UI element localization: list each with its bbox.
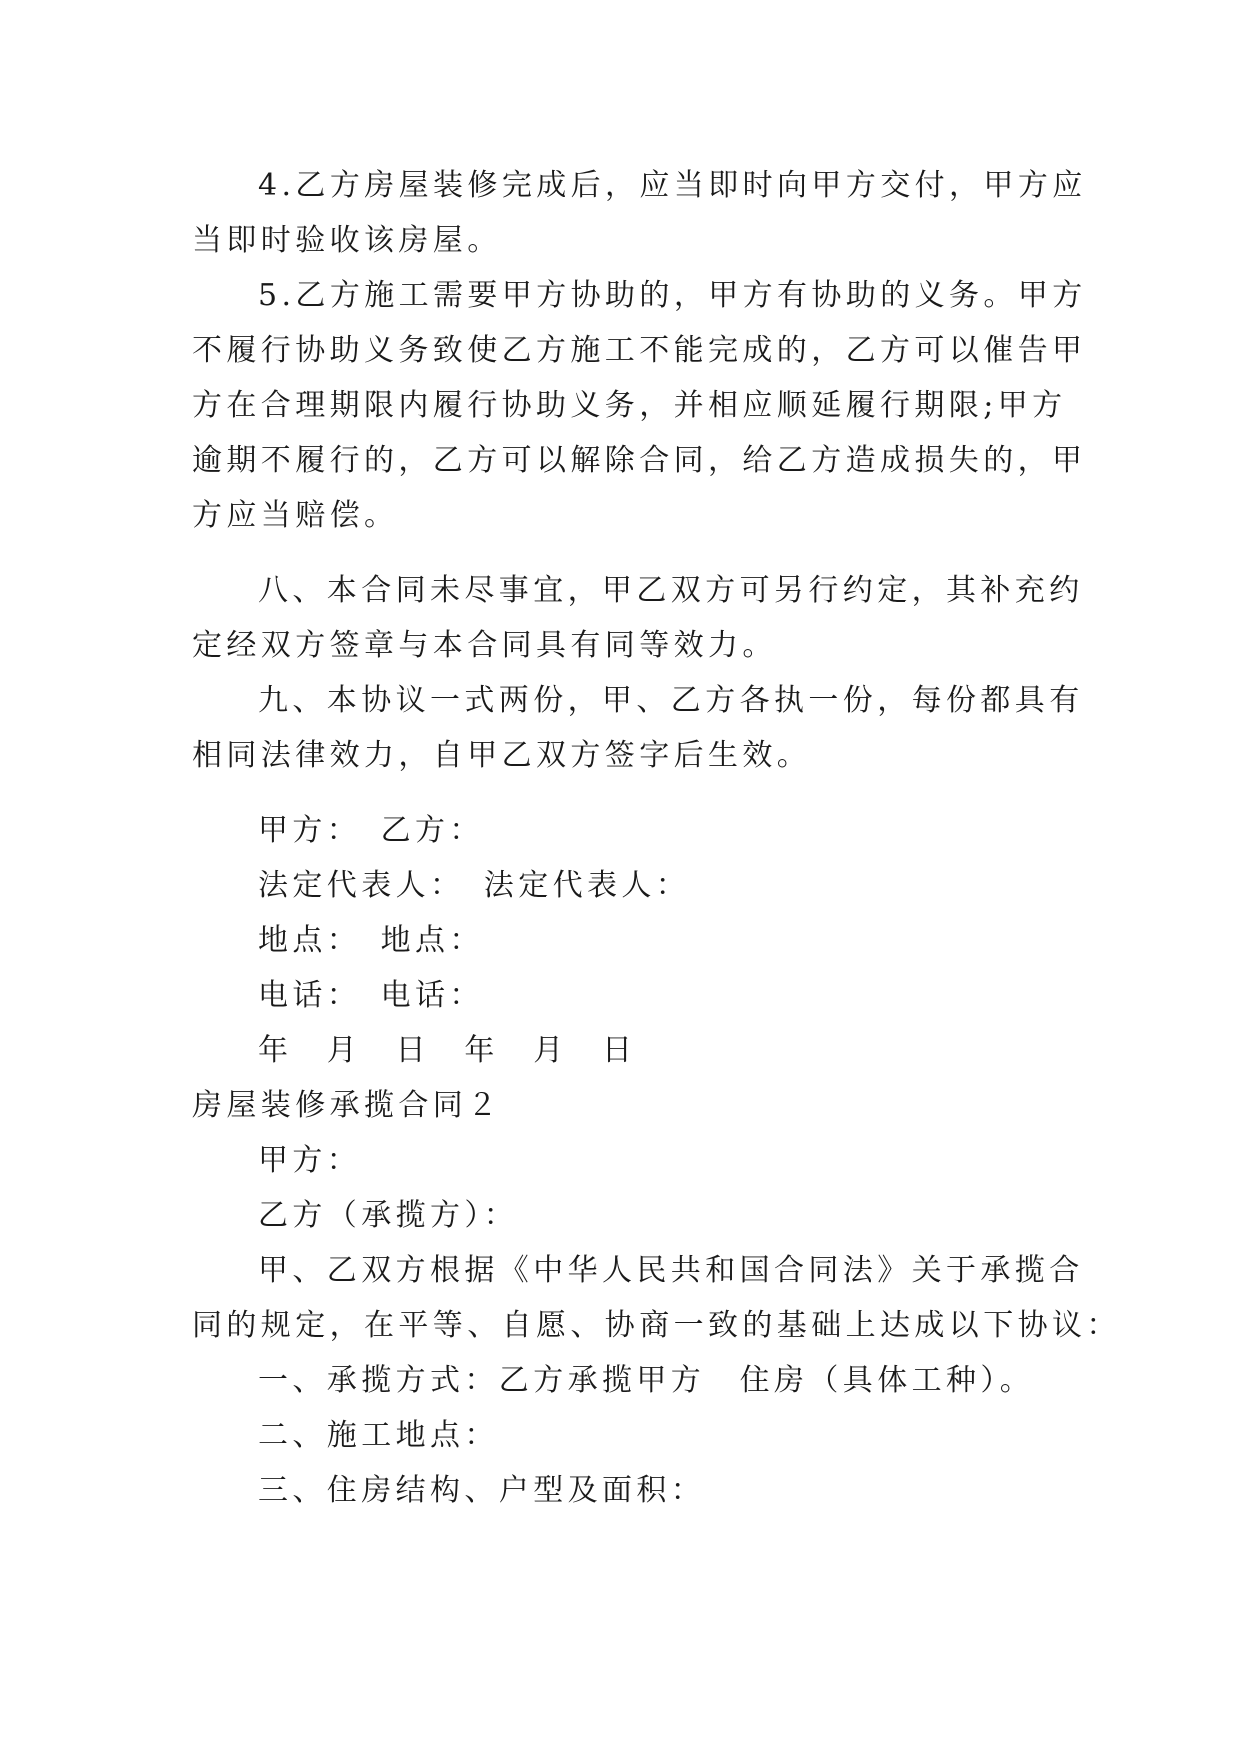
signature-line: 甲方： 乙方： — [258, 813, 484, 848]
section-title: 房屋装修承揽合同２ — [192, 1088, 502, 1123]
paragraph-line: 八、本合同未尽事宜，甲乙双方可另行约定，其补充约 — [258, 573, 1084, 608]
party-line: 甲方： — [258, 1143, 362, 1178]
signature-line: 电话： 电话： — [258, 978, 484, 1013]
clause-line: 三、住房结构、户型及面积： — [258, 1473, 706, 1508]
paragraph-line: 5.乙方施工需要甲方协助的，甲方有协助的义务。甲方 — [258, 278, 1087, 313]
party-line: 乙方（承揽方）： — [258, 1198, 519, 1233]
paragraph-line: 九、本协议一式两份，甲、乙方各执一份，每份都具有 — [258, 683, 1084, 718]
paragraph-line: 方在合理期限内履行协助义务，并相应顺延履行期限;甲方 — [192, 388, 1067, 423]
paragraph-line: 相同法律效力，自甲乙双方签字后生效。 — [192, 738, 812, 773]
paragraph-line: 定经双方签章与本合同具有同等效力。 — [192, 628, 777, 663]
signature-line: 地点： 地点： — [258, 923, 484, 958]
paragraph-line: 不履行协助义务致使乙方施工不能完成的，乙方可以催告甲 — [192, 333, 1087, 368]
paragraph-line: 逾期不履行的，乙方可以解除合同，给乙方造成损失的，甲 — [192, 443, 1087, 478]
clause-line: 一、承揽方式：乙方承揽甲方 住房（具体工种）。 — [258, 1363, 1035, 1398]
paragraph-line: 方应当赔偿。 — [192, 498, 399, 533]
paragraph-line: 同的规定，在平等、自愿、协商一致的基础上达成以下协议： — [192, 1308, 1121, 1343]
date-line: 年 月 日 年 月 日 — [258, 1033, 637, 1068]
signature-line: 法定代表人： 法定代表人： — [258, 868, 691, 903]
clause-line: 二、施工地点： — [258, 1418, 499, 1453]
paragraph-line: 当即时验收该房屋。 — [192, 223, 502, 258]
paragraph-line: 4.乙方房屋装修完成后，应当即时向甲方交付，甲方应 — [258, 168, 1087, 203]
paragraph-line: 甲、乙双方根据《中华人民共和国合同法》关于承揽合 — [258, 1253, 1084, 1288]
